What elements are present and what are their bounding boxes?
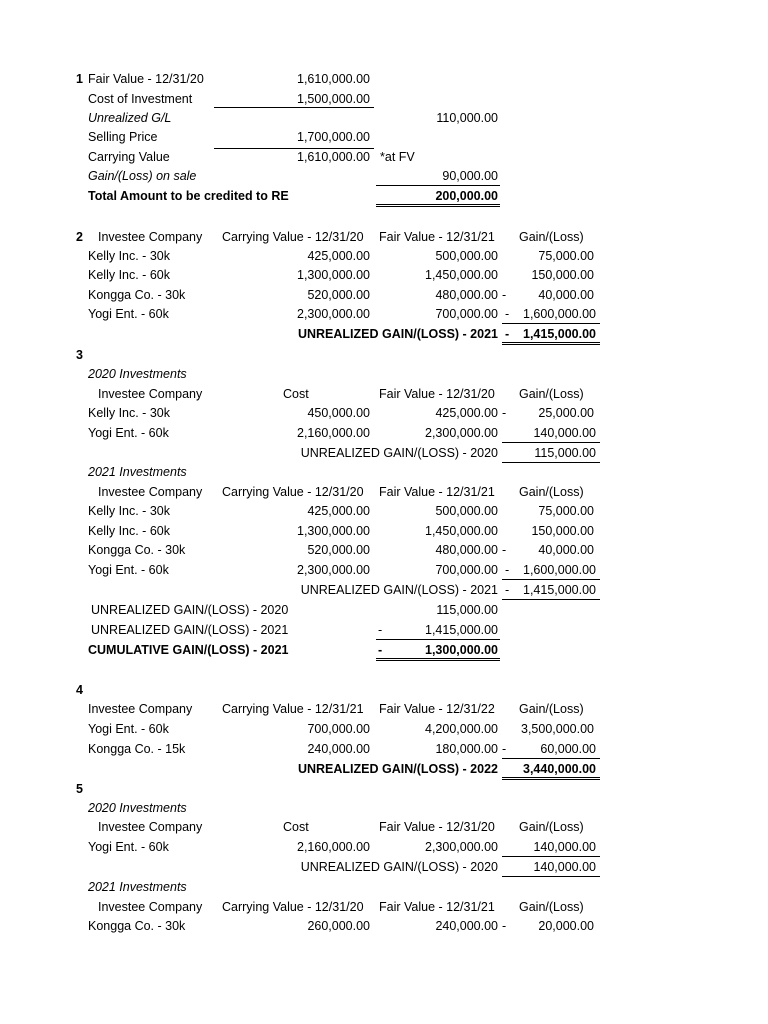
row-fair-value: 240,000.00 — [435, 919, 498, 933]
header-gain-loss: Gain/(Loss) — [519, 485, 584, 499]
row-gain-loss: 40,000.00 — [538, 288, 594, 302]
row-fair-value: 2,300,000.00 — [425, 426, 498, 440]
row-name: Kelly Inc. - 30k — [88, 406, 170, 420]
section-5-number: 5 — [76, 782, 83, 796]
s2-total-amount: 1,415,000.00 — [502, 326, 600, 345]
row-negative-sign: - — [505, 307, 510, 321]
header-gain-loss: Gain/(Loss) — [519, 387, 584, 401]
row-carrying-value: 1,300,000.00 — [297, 268, 370, 282]
row-name: Yogi Ent. - 60k — [88, 426, 169, 440]
row-negative-sign: - — [505, 563, 510, 577]
header-carrying-value: Carrying Value - 12/31/20 — [222, 485, 364, 499]
row-carrying-value: 425,000.00 — [307, 504, 370, 518]
s2-total-label: UNREALIZED GAIN/(LOSS) - 2021 — [297, 327, 498, 341]
cost-label: Cost of Investment — [88, 92, 193, 106]
row-gain-loss: 20,000.00 — [538, 919, 594, 933]
s4-total-label: UNREALIZED GAIN/(LOSS) - 2022 — [297, 762, 498, 776]
row-gain-loss: 150,000.00 — [531, 524, 594, 538]
row-fair-value: 180,000.00 — [435, 742, 498, 756]
s5-sub2-title: 2021 Investments — [88, 880, 187, 894]
row-carrying-value: 425,000.00 — [307, 249, 370, 263]
s5-sub1-title: 2020 Investments — [88, 801, 187, 815]
header-investee: Investee Company — [98, 820, 203, 834]
header-cost: Cost — [283, 820, 309, 834]
row-negative-sign: - — [502, 919, 507, 933]
row-negative-sign: - — [502, 742, 507, 756]
s3-sub2-total-negative-sign: - — [505, 583, 510, 597]
header-fair-value: Fair Value - 12/31/21 — [379, 485, 495, 499]
row-negative-sign: - — [502, 406, 507, 420]
row-name: Kongga Co. - 30k — [88, 543, 186, 557]
row-gain-loss: 60,000.00 — [502, 741, 600, 759]
row-carrying-value: 520,000.00 — [307, 543, 370, 557]
row-cost: 2,160,000.00 — [297, 840, 370, 854]
row-name: Kelly Inc. - 60k — [88, 524, 170, 538]
s3-sub2-total-amount: 1,415,000.00 — [502, 582, 600, 600]
row-negative-sign: - — [502, 288, 507, 302]
row-carrying-value: 2,300,000.00 — [297, 307, 370, 321]
s3-sum-negative-sign: - — [378, 623, 383, 637]
row-name: Kelly Inc. - 60k — [88, 268, 170, 282]
row-fair-value: 425,000.00 — [435, 406, 498, 420]
header-carrying-value: Carrying Value - 12/31/21 — [222, 702, 364, 716]
header-fair-value: Fair Value - 12/31/21 — [379, 230, 495, 244]
row-gain-loss: 150,000.00 — [531, 268, 594, 282]
section-4-number: 4 — [76, 683, 83, 697]
row-fair-value: 500,000.00 — [435, 249, 498, 263]
header-investee: Investee Company — [98, 230, 203, 244]
unrealized-gl-amount: 110,000.00 — [436, 111, 498, 125]
header-investee: Investee Company — [98, 387, 203, 401]
s3-sub1-total-label: UNREALIZED GAIN/(LOSS) - 2020 — [300, 446, 498, 460]
cumulative-negative-sign: - — [378, 643, 383, 657]
row-carrying-value: 2,300,000.00 — [297, 563, 370, 577]
header-investee: Investee Company — [98, 900, 203, 914]
row-name: Yogi Ent. - 60k — [88, 307, 169, 321]
header-gain-loss: Gain/(Loss) — [519, 702, 584, 716]
row-fair-value: 480,000.00 — [435, 288, 498, 302]
section-3-number: 3 — [76, 348, 83, 362]
s3-sum-label: UNREALIZED GAIN/(LOSS) - 2021 — [91, 623, 289, 637]
cost-amount: 1,500,000.00 — [214, 91, 374, 108]
row-name: Yogi Ent. - 60k — [88, 722, 169, 736]
row-cost: 450,000.00 — [307, 406, 370, 420]
row-name: Kelly Inc. - 30k — [88, 504, 170, 518]
fair-value-label: Fair Value - 12/31/20 — [88, 72, 204, 86]
row-carrying-value: 1,300,000.00 — [297, 524, 370, 538]
row-fair-value: 2,300,000.00 — [425, 840, 498, 854]
header-fair-value: Fair Value - 12/31/20 — [379, 387, 495, 401]
row-fair-value: 1,450,000.00 — [425, 524, 498, 538]
carrying-value-label: Carrying Value — [88, 150, 170, 164]
header-fair-value: Fair Value - 12/31/21 — [379, 900, 495, 914]
row-carrying-value: 260,000.00 — [307, 919, 370, 933]
s3-sum-amount: 115,000.00 — [436, 603, 498, 617]
header-cost: Cost — [283, 387, 309, 401]
gain-on-sale-label: Gain/(Loss) on sale — [88, 169, 197, 183]
header-gain-loss: Gain/(Loss) — [519, 230, 584, 244]
s2-total-negative-sign: - — [505, 327, 510, 341]
header-investee: Investee Company — [88, 702, 193, 716]
s3-sum-label: UNREALIZED GAIN/(LOSS) - 2020 — [91, 603, 289, 617]
row-gain-loss: 25,000.00 — [538, 406, 594, 420]
row-gain-loss: 1,600,000.00 — [502, 562, 600, 580]
s4-total-amount: 3,440,000.00 — [502, 761, 600, 780]
row-fair-value: 500,000.00 — [435, 504, 498, 518]
row-fair-value: 1,450,000.00 — [425, 268, 498, 282]
fair-value-amount: 1,610,000.00 — [297, 72, 370, 86]
row-gain-loss: 1,600,000.00 — [502, 306, 600, 324]
total-re-label: Total Amount to be credited to RE — [88, 189, 289, 203]
s3-sub1-title: 2020 Investments — [88, 367, 187, 381]
row-negative-sign: - — [502, 543, 507, 557]
row-fair-value: 700,000.00 — [435, 563, 498, 577]
row-fair-value: 700,000.00 — [435, 307, 498, 321]
cumulative-amount: 1,300,000.00 — [376, 642, 500, 661]
section-1-number: 1 — [76, 72, 83, 86]
s5-sub1-total-label: UNREALIZED GAIN/(LOSS) - 2020 — [300, 860, 498, 874]
s5-sub1-total-amount: 140,000.00 — [502, 859, 600, 877]
row-gain-loss: 140,000.00 — [502, 839, 600, 857]
fv-note: *at FV — [380, 150, 415, 164]
row-gain-loss: 3,500,000.00 — [521, 722, 594, 736]
row-name: Kongga Co. - 30k — [88, 919, 186, 933]
row-name: Yogi Ent. - 60k — [88, 840, 169, 854]
row-fair-value: 4,200,000.00 — [425, 722, 498, 736]
header-fair-value: Fair Value - 12/31/22 — [379, 702, 495, 716]
total-re-amount: 200,000.00 — [376, 188, 500, 207]
row-cost: 2,160,000.00 — [297, 426, 370, 440]
header-gain-loss: Gain/(Loss) — [519, 820, 584, 834]
s3-sum-amount: 1,415,000.00 — [376, 622, 500, 640]
gain-on-sale-amount: 90,000.00 — [376, 168, 500, 186]
row-name: Kelly Inc. - 30k — [88, 249, 170, 263]
header-carrying-value: Carrying Value - 12/31/20 — [222, 900, 364, 914]
carrying-value-amount: 1,610,000.00 — [214, 148, 374, 165]
row-name: Yogi Ent. - 60k — [88, 563, 169, 577]
row-name: Kongga Co. - 15k — [88, 742, 186, 756]
row-gain-loss: 40,000.00 — [538, 543, 594, 557]
row-carrying-value: 520,000.00 — [307, 288, 370, 302]
header-investee: Investee Company — [98, 485, 203, 499]
s3-sub1-total-amount: 115,000.00 — [502, 445, 600, 463]
row-fair-value: 480,000.00 — [435, 543, 498, 557]
row-gain-loss: 75,000.00 — [538, 249, 594, 263]
selling-price-label: Selling Price — [88, 130, 158, 144]
row-name: Kongga Co. - 30k — [88, 288, 186, 302]
s3-sub2-total-label: UNREALIZED GAIN/(LOSS) - 2021 — [300, 583, 498, 597]
row-carrying-value: 700,000.00 — [307, 722, 370, 736]
row-gain-loss: 140,000.00 — [502, 425, 600, 443]
selling-price-amount: 1,700,000.00 — [297, 130, 370, 144]
header-carrying-value: Carrying Value - 12/31/20 — [222, 230, 364, 244]
row-gain-loss: 75,000.00 — [538, 504, 594, 518]
section-2-number: 2 — [76, 230, 83, 244]
header-fair-value: Fair Value - 12/31/20 — [379, 820, 495, 834]
unrealized-gl-label: Unrealized G/L — [88, 111, 172, 125]
cumulative-label: CUMULATIVE GAIN/(LOSS) - 2021 — [88, 643, 289, 657]
header-gain-loss: Gain/(Loss) — [519, 900, 584, 914]
s3-sub2-title: 2021 Investments — [88, 465, 187, 479]
row-carrying-value: 240,000.00 — [307, 742, 370, 756]
